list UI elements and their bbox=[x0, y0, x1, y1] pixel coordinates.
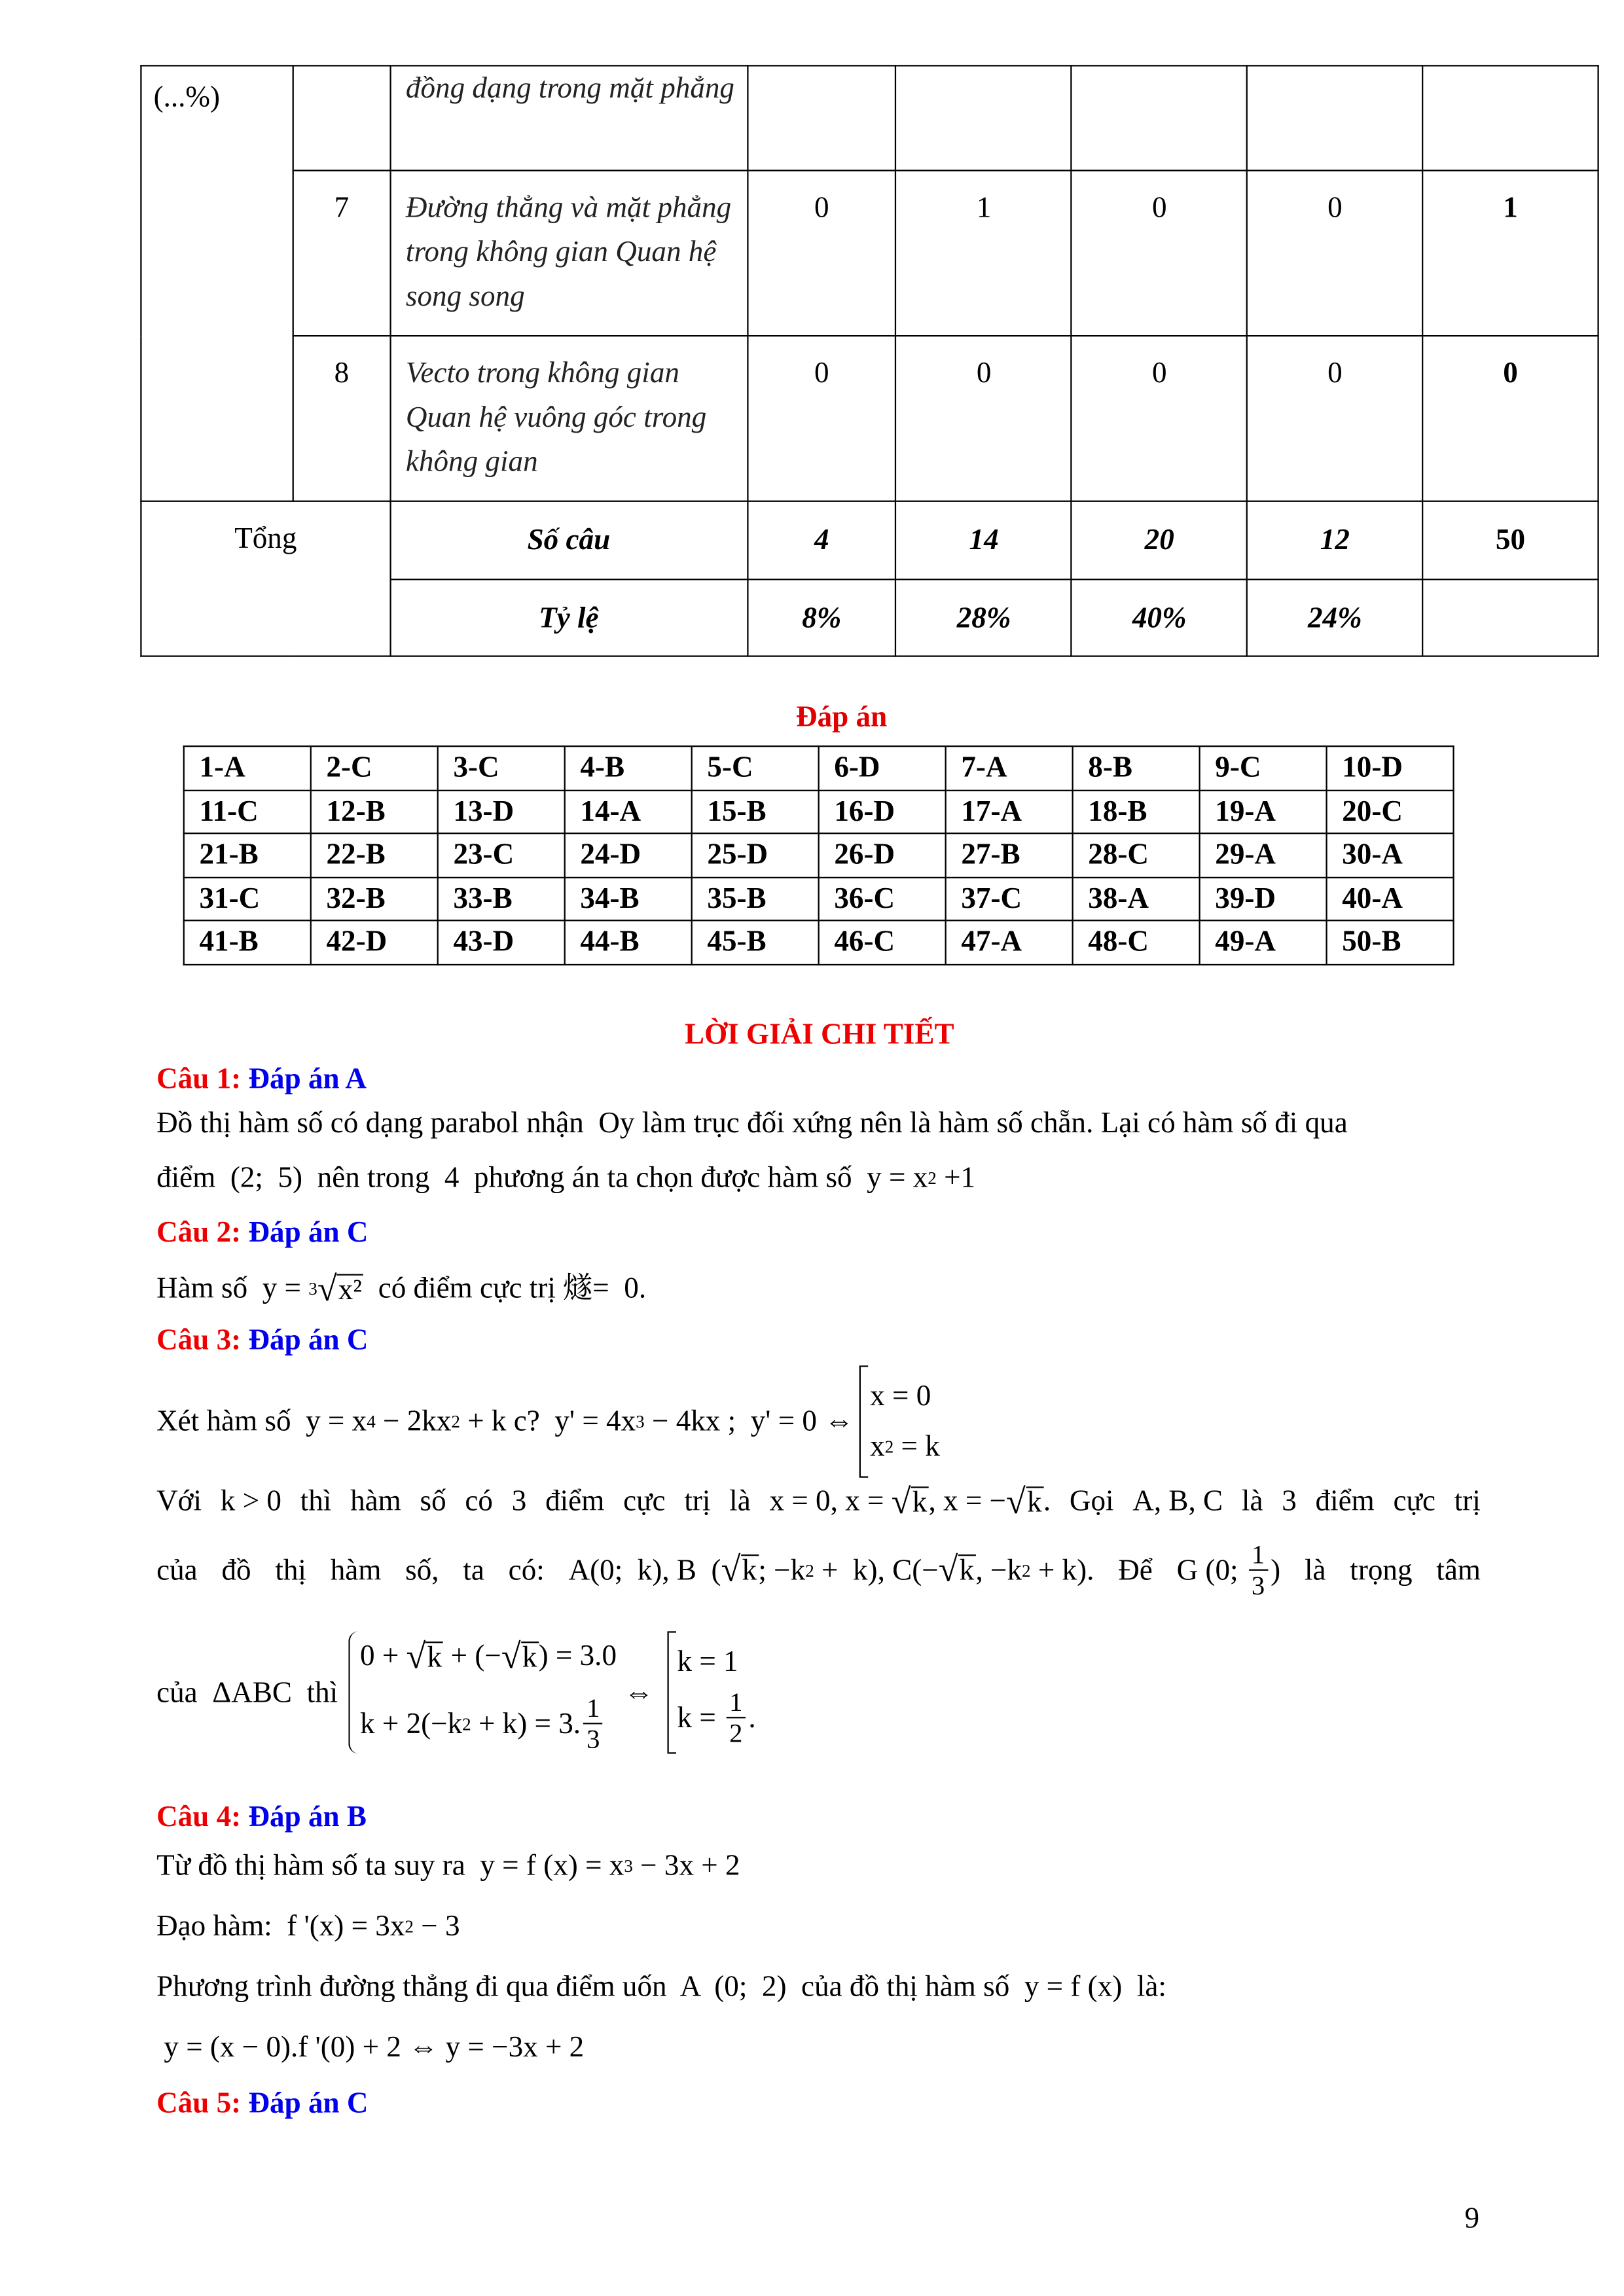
answer-cell: 42-D bbox=[311, 920, 438, 964]
text-run: có: bbox=[508, 1553, 545, 1587]
answer-cell: 15-B bbox=[692, 790, 819, 834]
answers-title: Đáp án bbox=[796, 701, 888, 734]
ratio-cell bbox=[1422, 579, 1598, 656]
q2-line bbox=[156, 1270, 646, 1308]
question-label: Câu 5: bbox=[156, 2087, 242, 2120]
text-run: +1 bbox=[936, 1162, 976, 1194]
square-root bbox=[406, 1638, 444, 1677]
answer-cell: 20-C bbox=[1327, 790, 1454, 834]
q2-heading bbox=[156, 1213, 368, 1252]
value-cell: 0 bbox=[747, 336, 896, 501]
fraction bbox=[1248, 1539, 1267, 1600]
table-row bbox=[141, 501, 1598, 580]
solution-bracket bbox=[859, 1365, 939, 1477]
text-run: Với bbox=[156, 1485, 202, 1518]
text-run: k + 2(−k bbox=[360, 1707, 463, 1740]
math-expression bbox=[684, 1482, 710, 1521]
math-expression: x 2 = k bbox=[870, 1427, 940, 1466]
math-expression: Từ đồ thị hàm số ta suy ra y = f (x) = x 3 − 3x + 2 bbox=[156, 1847, 740, 1886]
topic-cell: đồng dạng trong mặt phẳng bbox=[390, 65, 747, 170]
answer-cell: 39-D bbox=[1200, 877, 1327, 921]
square-root bbox=[721, 1551, 759, 1590]
answer-cell: 37-C bbox=[946, 877, 1073, 921]
answer-label: Đáp án B bbox=[248, 1801, 367, 1834]
q1-line bbox=[156, 1104, 1348, 1143]
text-run: = k bbox=[893, 1430, 940, 1463]
answer-cell: 43-D bbox=[438, 920, 565, 964]
answer-cell: 35-B bbox=[692, 877, 819, 921]
math-expression bbox=[1350, 1551, 1412, 1589]
equation-system bbox=[345, 1631, 617, 1753]
text-run: là bbox=[1241, 1485, 1263, 1518]
count-cell: 12 bbox=[1247, 501, 1422, 580]
answer-key-table bbox=[183, 745, 1454, 965]
text-run: của ΔABC thì bbox=[156, 1676, 346, 1709]
table-row bbox=[141, 65, 1598, 170]
answer-cell: 1-A bbox=[184, 746, 311, 790]
math-expression bbox=[275, 1551, 306, 1589]
math-expression bbox=[405, 1551, 439, 1589]
math-expression bbox=[156, 1104, 1348, 1143]
math-expression bbox=[1242, 1482, 1263, 1521]
text-run: + k) = 3. bbox=[471, 1707, 581, 1740]
q4-line bbox=[156, 1968, 1166, 2007]
answer-cell: 9-C bbox=[1200, 746, 1327, 790]
text-run: điểm bbox=[1315, 1485, 1375, 1518]
square-root bbox=[1006, 1482, 1043, 1522]
q4-line bbox=[156, 1907, 460, 1946]
answer-cell: 45-B bbox=[692, 920, 819, 964]
answer-cell: 21-B bbox=[184, 833, 311, 877]
text-run: Hàm số y = bbox=[156, 1272, 309, 1305]
denominator: 2 bbox=[729, 1718, 743, 1748]
ratio-cell: 24% bbox=[1247, 579, 1422, 656]
answer-cell: 8-B bbox=[1073, 746, 1200, 790]
answer-cell: 41-B bbox=[184, 920, 311, 964]
square-root bbox=[938, 1551, 976, 1590]
answer-cell: 19-A bbox=[1200, 790, 1327, 834]
answer-cell: 50-B bbox=[1327, 920, 1454, 964]
answer-cell: 27-B bbox=[946, 833, 1073, 877]
text-run: số bbox=[420, 1485, 446, 1518]
math-expression bbox=[512, 1482, 527, 1521]
math-expression: k + 2(−k 2 + k) = 3. $\frac{1}{3}$ bbox=[360, 1693, 605, 1753]
answer-cell: 11-C bbox=[184, 790, 311, 834]
answer-cell: 23-C bbox=[438, 833, 565, 877]
value-cell bbox=[896, 65, 1072, 170]
text-run: có điểm cực trị 燧= 0. bbox=[363, 1272, 647, 1305]
answer-cell: 6-D bbox=[819, 746, 946, 790]
math-expression: Đạo hàm: f '(x) = 3x 2 − 3 bbox=[156, 1907, 460, 1946]
fraction bbox=[727, 1687, 746, 1748]
answer-cell: 49-A bbox=[1200, 920, 1327, 964]
math-expression bbox=[1282, 1482, 1297, 1521]
radicand: k bbox=[1026, 1486, 1043, 1516]
square-root bbox=[501, 1638, 539, 1677]
text-run: là bbox=[1304, 1553, 1326, 1587]
answer-cell: 16-D bbox=[819, 790, 946, 834]
text-run: Đạo hàm: f '(x) = 3x bbox=[156, 1910, 405, 1943]
radical-sign: √ bbox=[721, 1551, 741, 1590]
text-run: ) = 3.0 bbox=[538, 1640, 617, 1673]
value-cell bbox=[747, 65, 896, 170]
text-run: đồ bbox=[221, 1553, 251, 1587]
answer-row bbox=[184, 833, 1454, 877]
matrix-table bbox=[140, 65, 1598, 656]
answer-cell: 30-A bbox=[1327, 833, 1454, 877]
answer-label: Đáp án A bbox=[248, 1062, 367, 1096]
text-run: tâm bbox=[1436, 1553, 1481, 1587]
math-expression bbox=[870, 1377, 931, 1416]
bracket-row bbox=[677, 1637, 755, 1687]
text-run: là bbox=[729, 1485, 751, 1518]
bracket-row bbox=[677, 1687, 755, 1748]
math-expression: A(0; k), B ( √ k ; −k 2 + k), C(− √ k , −k 2 + k). bbox=[568, 1551, 1094, 1590]
answer-row bbox=[184, 790, 1454, 834]
question-label: Câu 3: bbox=[156, 1324, 242, 1357]
math-expression bbox=[156, 1968, 1166, 2007]
answer-cell: 13-D bbox=[438, 790, 565, 834]
q3-heading bbox=[156, 1321, 368, 1360]
text-run: Từ đồ thị hàm số ta suy ra y = f (x) = x bbox=[156, 1850, 624, 1882]
answer-label: Đáp án C bbox=[248, 2087, 369, 2120]
q3-line bbox=[156, 1482, 1481, 1521]
answer-cell: 28-C bbox=[1073, 833, 1200, 877]
value-cell: 0 bbox=[1247, 336, 1422, 501]
radical-sign: √ bbox=[317, 1270, 337, 1309]
text-run: . bbox=[1043, 1485, 1051, 1518]
text-run: x bbox=[870, 1430, 885, 1463]
ratio-cell: 28% bbox=[896, 579, 1072, 656]
count-cell: 20 bbox=[1072, 501, 1247, 580]
text-run: trị bbox=[684, 1485, 711, 1518]
answer-cell: 18-B bbox=[1073, 790, 1200, 834]
answer-cell: 40-A bbox=[1327, 877, 1454, 921]
answer-label: Đáp án C bbox=[248, 1324, 369, 1357]
answer-cell: 32-B bbox=[311, 877, 438, 921]
math-expression bbox=[463, 1551, 484, 1589]
answer-cell: 22-B bbox=[311, 833, 438, 877]
answer-cell: 33-B bbox=[438, 877, 565, 921]
total-cell: 1 bbox=[1422, 171, 1598, 336]
text-run: điểm bbox=[545, 1485, 605, 1518]
text-run: − 4kx ; y' = 0 ⇔ bbox=[644, 1405, 854, 1438]
math-expression bbox=[156, 1551, 198, 1589]
text-run: cực bbox=[623, 1485, 666, 1518]
math-expression bbox=[156, 2028, 584, 2067]
math-expression bbox=[1394, 1482, 1435, 1521]
value-cell: 1 bbox=[896, 171, 1072, 336]
text-run: hàm bbox=[350, 1485, 401, 1518]
radical-sign: √ bbox=[938, 1551, 958, 1590]
text-run: 3 bbox=[511, 1485, 527, 1518]
text-run: trị bbox=[1454, 1485, 1481, 1518]
q1-line bbox=[156, 1159, 975, 1198]
denominator: 3 bbox=[1251, 1570, 1265, 1600]
bracket-row bbox=[870, 1422, 940, 1472]
radicand: k bbox=[911, 1486, 928, 1516]
math-expression bbox=[545, 1482, 604, 1521]
text-run: số, bbox=[405, 1553, 439, 1587]
value-cell bbox=[1247, 65, 1422, 170]
q3-line bbox=[156, 1539, 1481, 1600]
text-run: cực bbox=[1393, 1485, 1436, 1518]
math-expression bbox=[1177, 1539, 1281, 1600]
text-run: A(0; k), B ( bbox=[568, 1553, 721, 1587]
text-run: Phương trình đường thẳng đi qua điểm uốn A (0; 2) của đồ thị hàm số y = f (x) là: bbox=[156, 1971, 1166, 2003]
ratio-cell: 40% bbox=[1072, 579, 1247, 656]
math-expression bbox=[729, 1482, 751, 1521]
math-expression: điểm (2; 5) nên trong 4 phương án ta chọn được hàm số y = x 2 +1 bbox=[156, 1159, 975, 1198]
math-expression bbox=[300, 1482, 332, 1521]
table-row bbox=[141, 336, 1598, 501]
solution-bracket bbox=[667, 1631, 756, 1753]
total-cell: 0 bbox=[1422, 336, 1598, 501]
radicand: k bbox=[521, 1641, 539, 1672]
text-run: , −k bbox=[975, 1553, 1022, 1587]
q1-heading bbox=[156, 1060, 367, 1098]
answer-cell: 29-A bbox=[1200, 833, 1327, 877]
math-expression bbox=[350, 1482, 401, 1521]
value-cell bbox=[1072, 65, 1247, 170]
text-run: + (− bbox=[443, 1640, 501, 1673]
count-label: Số câu bbox=[390, 501, 747, 580]
text-run: 3 bbox=[1282, 1485, 1297, 1518]
row-number: 8 bbox=[293, 336, 391, 501]
topic-cell: Đường thẳng và mặt phẳng trong không gian Quan hệ song song bbox=[390, 171, 747, 336]
text-run: x = 0 bbox=[870, 1380, 931, 1413]
text-run: + k c? y' = 4x bbox=[460, 1405, 636, 1438]
text-run: , x = − bbox=[928, 1485, 1007, 1518]
math-expression bbox=[677, 1643, 738, 1681]
text-run: trọng bbox=[1350, 1553, 1413, 1587]
answer-cell: 38-A bbox=[1073, 877, 1200, 921]
ratio-label: Tỷ lệ bbox=[390, 579, 747, 656]
text-run: ⇔ bbox=[617, 1676, 661, 1709]
math-expression bbox=[1070, 1482, 1114, 1521]
math-expression bbox=[1436, 1551, 1481, 1589]
math-expression bbox=[770, 1482, 1051, 1521]
radical-sign: √ bbox=[406, 1638, 426, 1677]
text-run: thì bbox=[300, 1485, 332, 1518]
q3-line bbox=[156, 1365, 940, 1477]
answer-cell: 10-D bbox=[1327, 746, 1454, 790]
math-expression bbox=[156, 1631, 756, 1753]
math-expression bbox=[1118, 1551, 1153, 1589]
math-expression: Xét hàm số y = x 4 − 2kx 2 + k c? y' = 4x 3 − 4kx ; y' = 0 ⇔ x = 0 x 2 = k bbox=[156, 1365, 940, 1477]
answer-row bbox=[184, 746, 1454, 790]
answer-cell: 5-C bbox=[692, 746, 819, 790]
math-expression bbox=[156, 1482, 202, 1521]
question-label: Câu 2: bbox=[156, 1216, 242, 1249]
solutions-title: LỜI GIẢI CHI TIẾT bbox=[684, 1018, 954, 1051]
q4-line bbox=[156, 2028, 584, 2067]
square-root bbox=[891, 1482, 929, 1522]
radicand: k bbox=[740, 1554, 758, 1585]
math-expression bbox=[221, 1551, 251, 1589]
answer-cell: 26-D bbox=[819, 833, 946, 877]
value-cell: 0 bbox=[747, 171, 896, 336]
math-expression bbox=[1454, 1482, 1481, 1521]
math-expression bbox=[465, 1482, 493, 1521]
math-expression bbox=[1316, 1482, 1375, 1521]
text-run: điểm (2; 5) nên trong 4 phương án ta chọn được hàm số y = x bbox=[156, 1162, 928, 1194]
math-expression bbox=[420, 1482, 446, 1521]
math-expression bbox=[331, 1551, 382, 1589]
system-row bbox=[360, 1631, 617, 1681]
value-cell: 0 bbox=[1247, 171, 1422, 336]
radical-sign: √ bbox=[891, 1482, 911, 1522]
ratio-cell: 8% bbox=[747, 579, 896, 656]
topic-cell: Vecto trong không gian Quan hệ vuông góc trong không gian bbox=[390, 336, 747, 501]
percent-label: (...%) bbox=[141, 65, 293, 501]
answer-cell: 25-D bbox=[692, 833, 819, 877]
q5-heading bbox=[156, 2085, 368, 2123]
math-expression bbox=[623, 1482, 665, 1521]
radicand: k bbox=[958, 1554, 975, 1585]
math-expression bbox=[677, 1687, 755, 1748]
value-cell: 0 bbox=[1072, 171, 1247, 336]
q3-line bbox=[156, 1631, 756, 1753]
numerator: 1 bbox=[584, 1693, 603, 1724]
text-run: − 2kx bbox=[375, 1405, 452, 1438]
math-expression bbox=[509, 1551, 545, 1589]
answer-cell: 4-B bbox=[565, 746, 692, 790]
answer-cell: 34-B bbox=[565, 877, 692, 921]
text-run: k = bbox=[677, 1701, 724, 1734]
count-cell: 14 bbox=[896, 501, 1072, 580]
text-run: 0 + bbox=[360, 1640, 406, 1673]
answer-label: Đáp án C bbox=[248, 1216, 369, 1249]
text-run: ) bbox=[1271, 1553, 1281, 1587]
numerator: 1 bbox=[1248, 1539, 1267, 1570]
row-number: 7 bbox=[293, 171, 391, 336]
text-run: k = 1 bbox=[677, 1645, 738, 1679]
question-label: Câu 4: bbox=[156, 1801, 242, 1834]
answer-cell: 48-C bbox=[1073, 920, 1200, 964]
answer-cell: 24-D bbox=[565, 833, 692, 877]
page-number: 9 bbox=[1464, 2202, 1480, 2235]
math-expression bbox=[221, 1482, 281, 1521]
answer-cell: 47-A bbox=[946, 920, 1073, 964]
answer-cell: 44-B bbox=[565, 920, 692, 964]
answer-cell: 31-C bbox=[184, 877, 311, 921]
answer-cell: 36-C bbox=[819, 877, 946, 921]
square-root bbox=[317, 1270, 363, 1309]
math-expression: Hàm số y = 3 √ x² có điểm cực trị 燧= 0. bbox=[156, 1270, 647, 1309]
table-row bbox=[141, 171, 1598, 336]
text-run: − 3x + 2 bbox=[632, 1850, 740, 1882]
text-run: hàm bbox=[330, 1553, 382, 1587]
math-expression bbox=[1132, 1482, 1223, 1521]
answer-cell: 2-C bbox=[311, 746, 438, 790]
radical-sign: √ bbox=[501, 1638, 521, 1677]
text-run: + k). bbox=[1030, 1553, 1094, 1587]
answer-row bbox=[184, 920, 1454, 964]
text-run: y = (x − 0).f '(0) + 2 ⇔ y = −3x + 2 bbox=[156, 2031, 585, 2064]
answer-cell: 17-A bbox=[946, 790, 1073, 834]
row-number bbox=[293, 65, 391, 170]
radical-sign: √ bbox=[1006, 1482, 1026, 1522]
answer-cell: 12-B bbox=[311, 790, 438, 834]
text-run: thị bbox=[275, 1553, 306, 1587]
text-run: k > 0 bbox=[220, 1485, 281, 1518]
text-run: ta bbox=[463, 1553, 484, 1587]
text-run: G (0; bbox=[1176, 1553, 1246, 1587]
math-expression bbox=[360, 1637, 617, 1676]
text-run: Để bbox=[1118, 1553, 1153, 1587]
text-run: A, B, C bbox=[1132, 1485, 1223, 1518]
q4-line bbox=[156, 1847, 740, 1886]
value-cell: 0 bbox=[896, 336, 1072, 501]
math-expression bbox=[1305, 1551, 1326, 1589]
fraction bbox=[584, 1693, 603, 1753]
q4-heading bbox=[156, 1798, 367, 1837]
radicand: k bbox=[425, 1641, 443, 1672]
text-run: có bbox=[465, 1485, 494, 1518]
value-cell bbox=[1422, 65, 1598, 170]
count-cell: 50 bbox=[1422, 501, 1598, 580]
text-run: Đồ thị hàm số có dạng parabol nhận Oy làm trục đối xứng nên là hàm số chẵn. Lại có hàm số đi qua bbox=[156, 1107, 1348, 1140]
question-label: Câu 1: bbox=[156, 1062, 242, 1096]
answer-cell: 14-A bbox=[565, 790, 692, 834]
answer-cell: 3-C bbox=[438, 746, 565, 790]
count-cell: 4 bbox=[747, 501, 896, 580]
text-run: + k), C(− bbox=[814, 1553, 939, 1587]
denominator: 3 bbox=[586, 1724, 600, 1754]
answer-cell: 7-A bbox=[946, 746, 1073, 790]
value-cell: 0 bbox=[1072, 336, 1247, 501]
radicand: x² bbox=[337, 1273, 364, 1304]
text-run: Gọi bbox=[1069, 1485, 1114, 1518]
answer-row bbox=[184, 877, 1454, 921]
answer-cell: 46-C bbox=[819, 920, 946, 964]
text-run: . bbox=[748, 1701, 756, 1734]
text-run: − 3 bbox=[413, 1910, 460, 1943]
text-run: Xét hàm số y = x bbox=[156, 1405, 367, 1438]
total-label: Tổng bbox=[141, 501, 390, 656]
text-run: của bbox=[156, 1553, 198, 1587]
bracket-row bbox=[870, 1371, 940, 1422]
text-run: ; −k bbox=[758, 1553, 806, 1587]
system-row bbox=[360, 1693, 617, 1753]
numerator: 1 bbox=[727, 1687, 746, 1718]
text-run: x = 0, x = bbox=[769, 1485, 892, 1518]
